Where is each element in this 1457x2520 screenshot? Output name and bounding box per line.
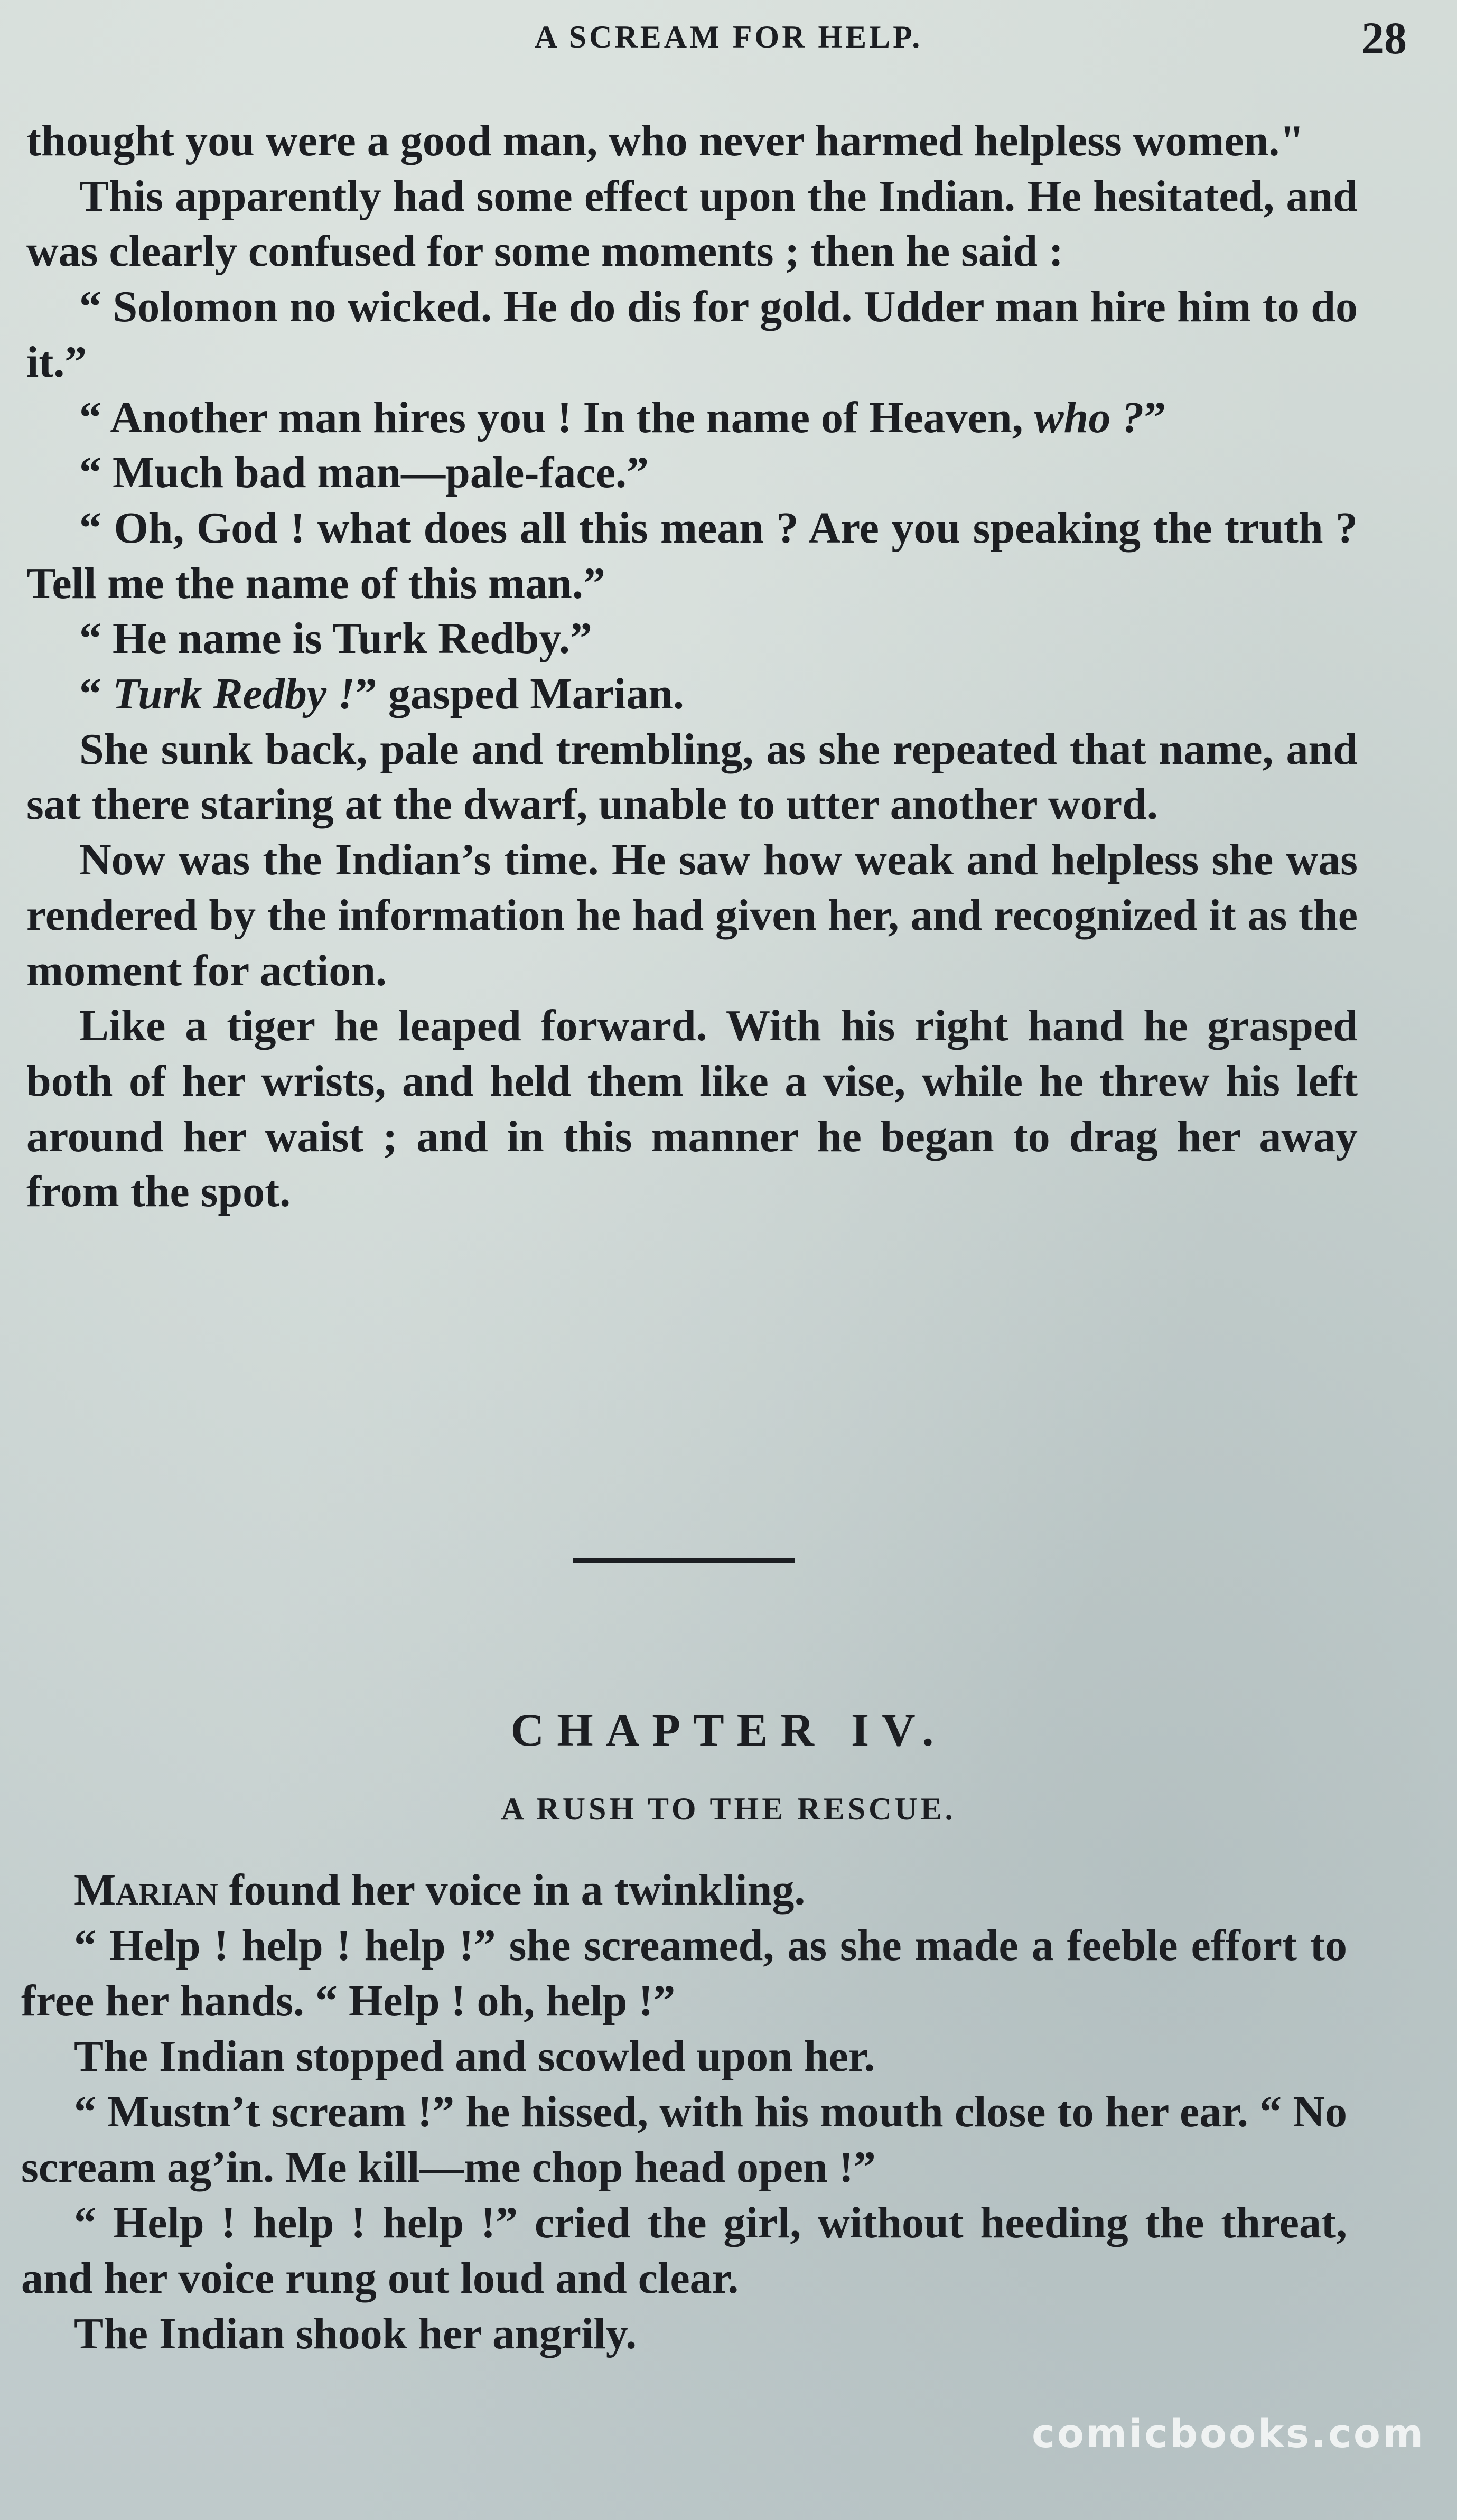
dialogue-text: ” gasped Marian. [354, 669, 684, 719]
watermark: comicbooks.com [1032, 2411, 1425, 2457]
paragraph: The Indian stopped and scowled upon her. [74, 2032, 875, 2081]
dialogue-text: ” [1144, 393, 1166, 442]
chapter-heading: CHAPTER IV. [510, 1705, 947, 1756]
paragraph [26, 390, 1358, 446]
paragraph [21, 1862, 1347, 1918]
paragraph: thought you were a good man, who never harmed helpless women." [26, 116, 1304, 165]
running-title: A SCREAM FOR HELP. [534, 20, 923, 54]
paragraph: “ Mustn’t scream !” he hissed, with his mouth close to her ear. “ No scream ag’in. Me kill—me chop head open !” [21, 2087, 1347, 2192]
italic-text: who ? [1034, 393, 1144, 442]
body-text-section-1 [26, 114, 1358, 1220]
chapter-subtitle: A RUSH TO THE RESCUE. [501, 1791, 956, 1826]
italic-text: Turk Redby ! [113, 669, 355, 719]
paragraph: “ Solomon no wicked. He do dis for gold. Udder man hire him to do it.” [26, 282, 1358, 387]
paragraph [26, 667, 1358, 722]
dialogue-text: “ Another man hires you ! In the name of Heaven, [79, 393, 1034, 442]
paragraph: This apparently had some effect upon the Indian. He hesitated, and was clearly confused for some moments ; then he said : [26, 171, 1358, 276]
paragraph: Now was the Indian’s time. He saw how weak and helpless she was rendered by the information he had given her, and recognized it as the moment for action. [26, 835, 1358, 995]
running-head [0, 12, 1457, 63]
paragraph: “ Help ! help ! help !” cried the girl, without heeding the threat, and her voice rung out loud and clear. [21, 2198, 1347, 2303]
paragraph: “ Much bad man—pale-face.” [79, 448, 649, 498]
dialogue-text: “ [79, 669, 113, 719]
paragraph-text: found her voice in a twinkling. [218, 1865, 806, 1915]
paragraph: “ Oh, God ! what does all this mean ? Are you speaking the truth ? Tell me the name of this man.” [26, 503, 1358, 608]
paragraph: The Indian shook her angrily. [74, 2309, 637, 2358]
paragraph: She sunk back, pale and trembling, as she repeated that name, and sat there staring at the dwarf, unable to utter another word. [26, 724, 1358, 829]
paragraph: “ He name is Turk Redby.” [79, 614, 592, 664]
page-number: 28 [1361, 13, 1407, 63]
paragraph: “ Help ! help ! help !” she screamed, as she made a feeble effort to free her hands. “ Help ! oh, help !” [21, 1921, 1347, 2026]
section-divider-rule [573, 1558, 795, 1563]
small-caps-lead: Marian [74, 1865, 218, 1915]
body-text-section-2 [21, 1862, 1347, 2362]
paragraph: Like a tiger he leaped forward. With his right hand he grasped both of her wrists, and held them like a vise, while he threw his left around her waist ; and in this manner he began to drag her away from the spot. [26, 1001, 1358, 1217]
